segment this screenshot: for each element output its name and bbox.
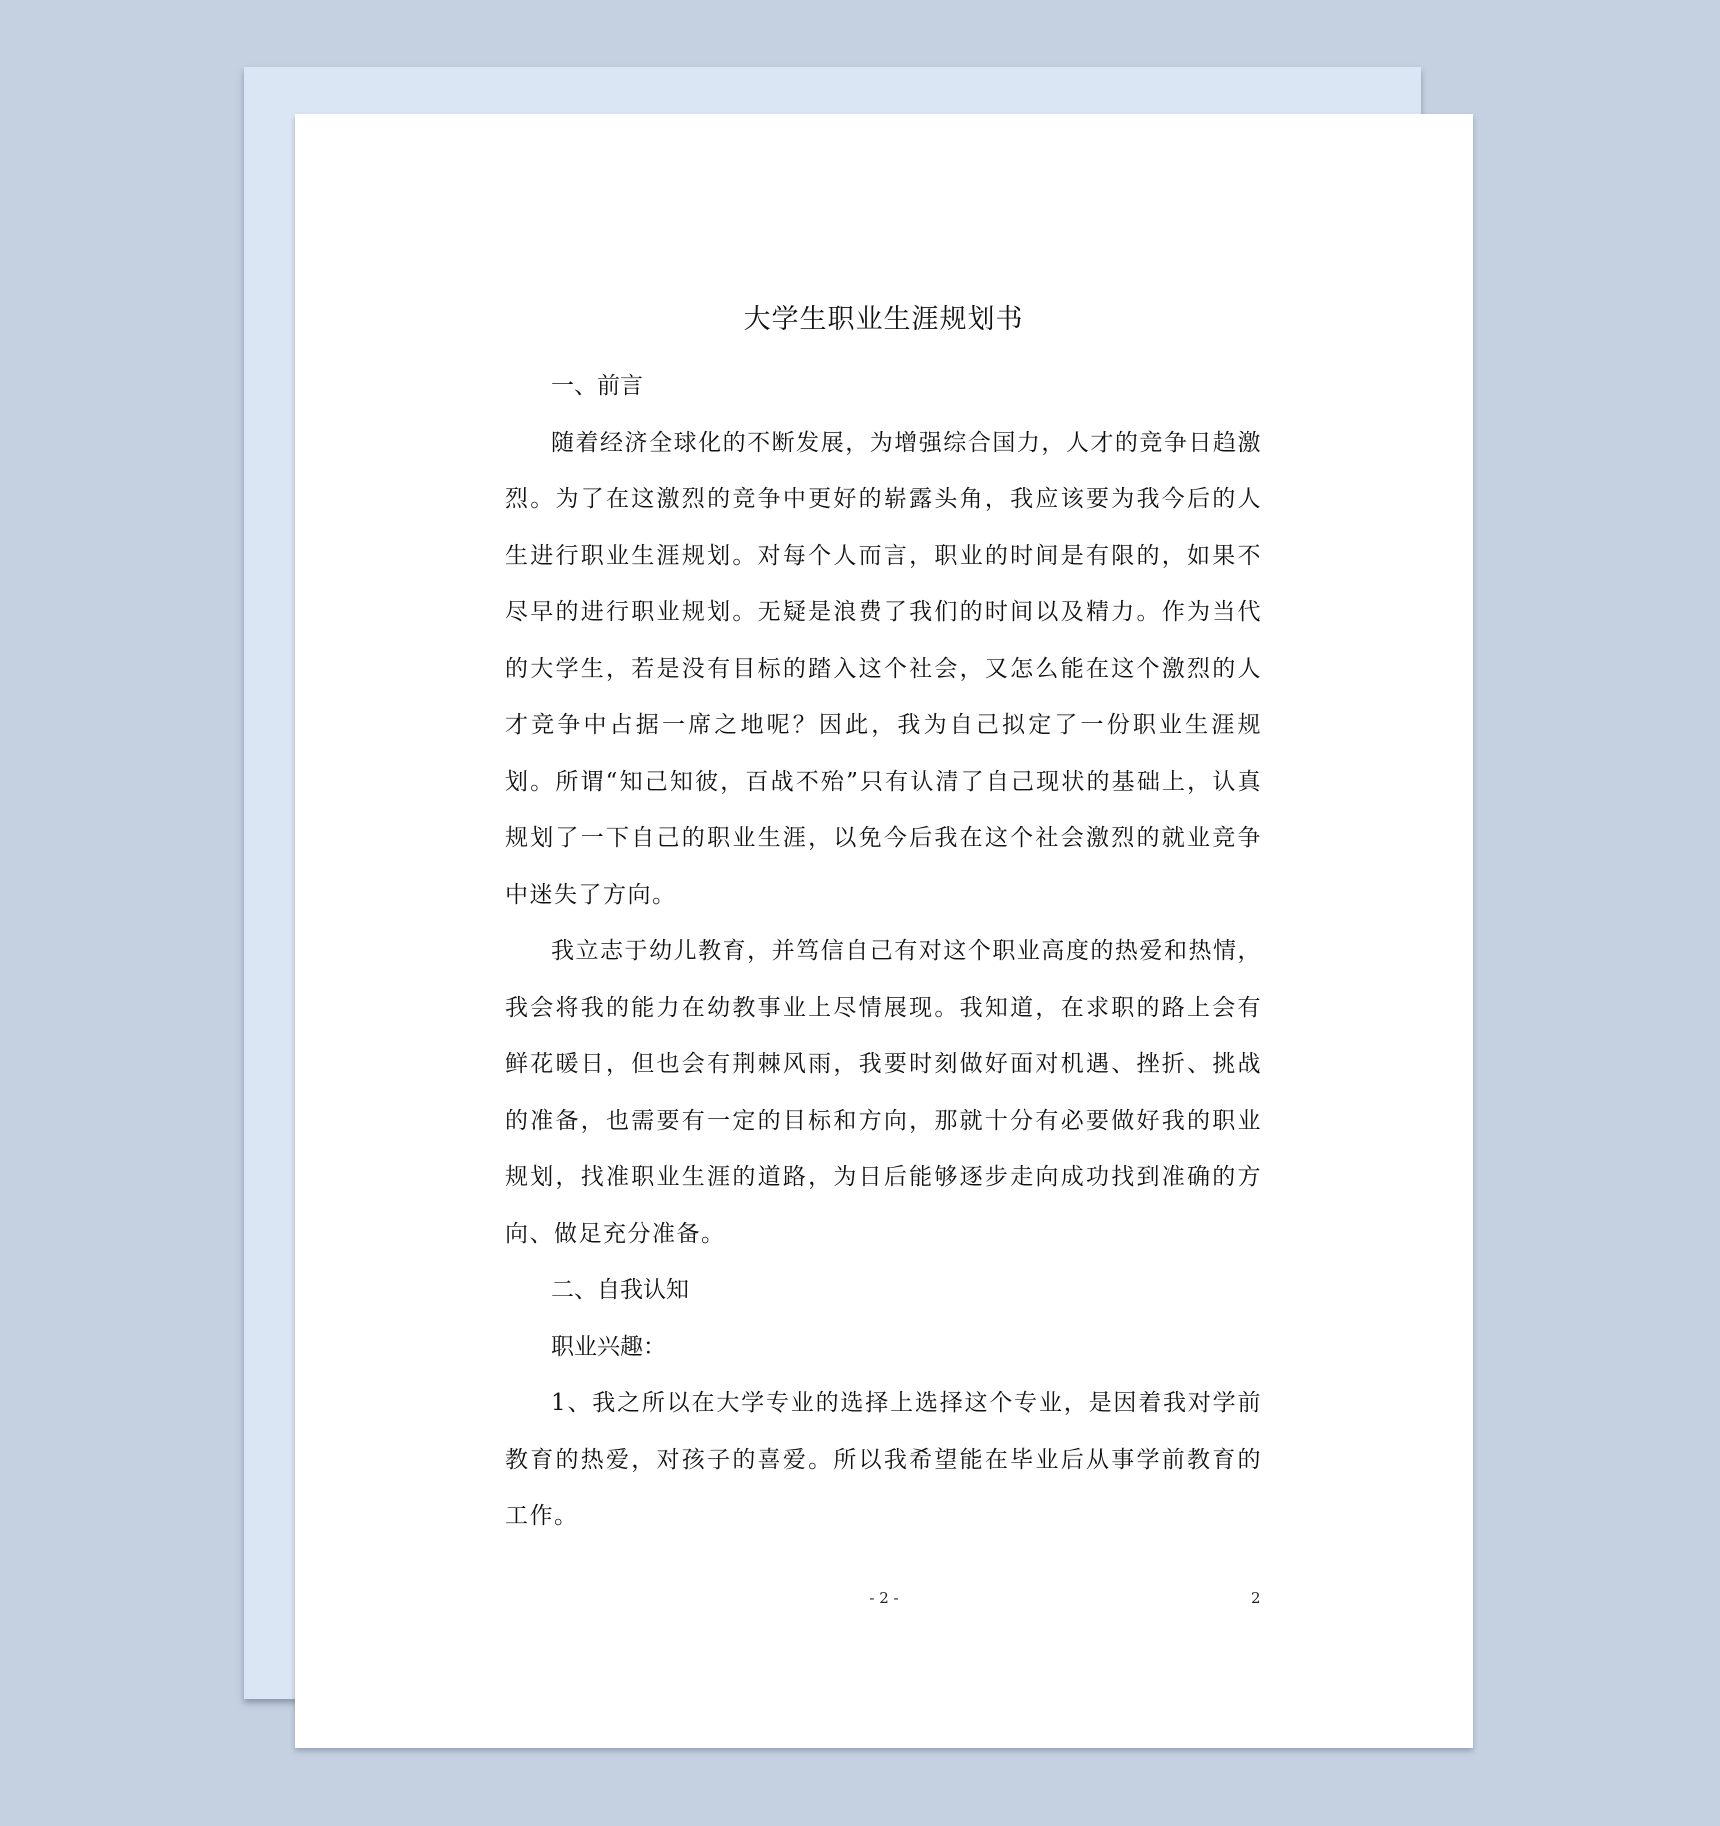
paragraph-preface-2: 我立志于幼儿教育，并笃信自己有对这个职业高度的热爱和热情，我会将我的能力在幼教事业上尽情展现。我知道，在求职的路上会有鲜花暖日，但也会有荆棘风雨，我要时刻做好面对机遇、挫折、挑战的准备，也需要有一定的目标和方向，那就十分有必要做好我的职业规划，找准职业生涯的道路，为日后能够逐步走向成功找到准确的方向、做足充分准备。 xyxy=(505,938,1262,1247)
paragraph-interest-1: 1、我之所以在大学专业的选择上选择这个专业，是因着我对学前教育的热爱，对孩子的喜爱。所以我希望能在毕业后从事学前教育的工作。 xyxy=(505,1390,1262,1529)
document-page xyxy=(295,114,1473,1748)
page-footer-label: - 2 - xyxy=(869,1589,899,1607)
paragraph-preface-1: 随着经济全球化的不断发展，为增强综合国力，人才的竞争日趋激烈。为了在这激烈的竞争中更好的崭露头角，我应该要为我今后的人生进行职业生涯规划。对每个人而言，职业的时间是有限的，如果不尽早的进行职业规划。无疑是浪费了我们的时间以及精力。作为当代的大学生，若是没有目标的踏入这个社会，又怎么能在这个激烈的人才竞争中占据一席之地呢？因此，我为自己拟定了一份职业生涯规划。所谓“知己知彼，百战不殆”只有认清了自己现状的基础上，认真规划了一下自己的职业生涯，以免今后我在这个社会激烈的就业竞争中迷失了方向。 xyxy=(505,429,1262,908)
page-content xyxy=(505,305,1262,1545)
section-heading-preface: 一、前言 xyxy=(551,373,643,399)
page-number: 2 xyxy=(1251,1589,1261,1607)
subheading-career-interest: 职业兴趣： xyxy=(551,1333,666,1360)
section-heading-self-cognition: 二、自我认知 xyxy=(551,1277,689,1303)
document-title: 大学生职业生涯规划书 xyxy=(743,304,1024,335)
